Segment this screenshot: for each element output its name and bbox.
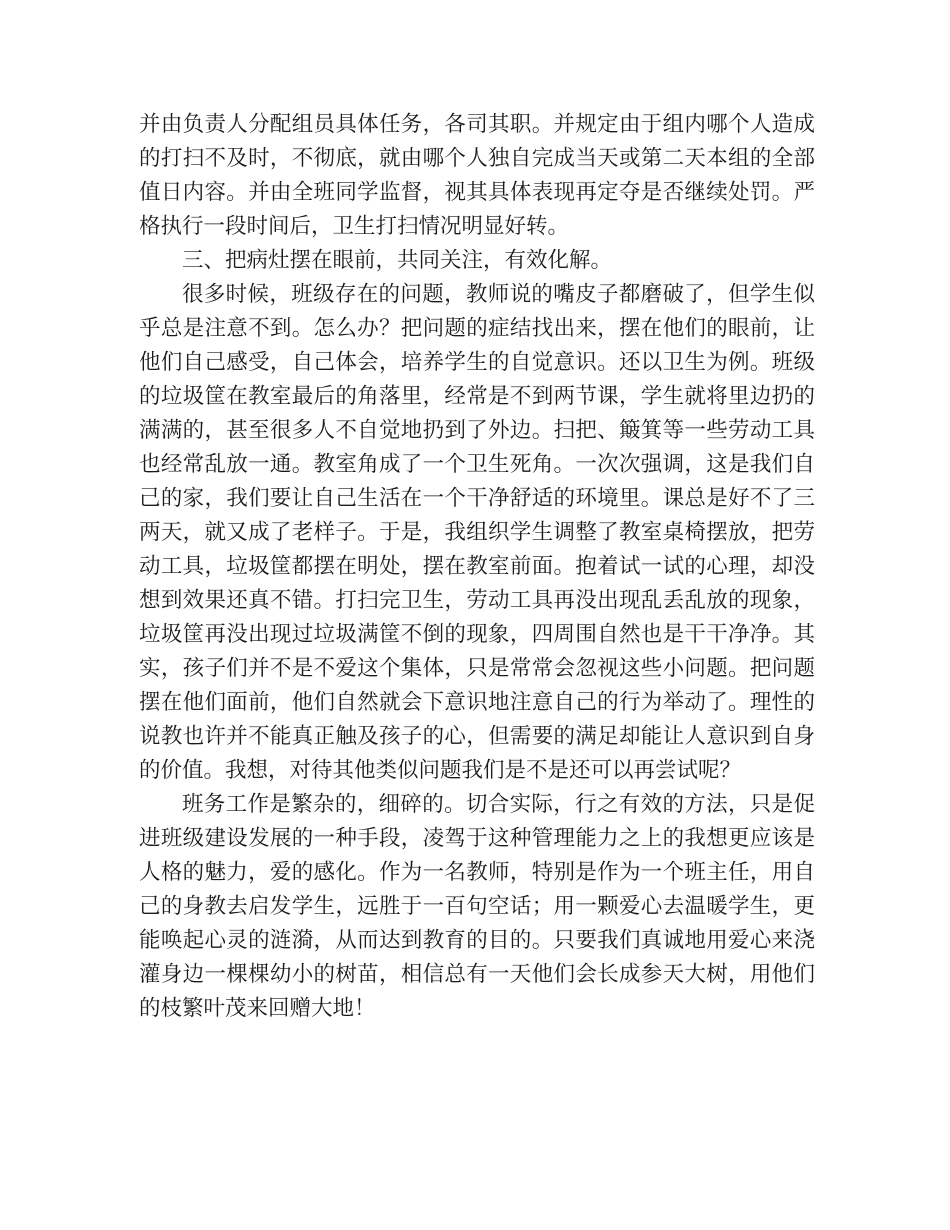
paragraph-1: 并由负责人分配组员具体任务，各司其职。并规定由于组内哪个人造成的打扫不及时，不彻底，就由哪个人独自完成当天或第二天本组的全部值日内容。并由全班同学监督，视其具体表现再定夺是否继续处罚。严格执行一段时间后，卫生打扫情况明显好转。 xyxy=(139,112,815,239)
section-heading-3: 三、把病灶摆在眼前，共同关注，有效化解。 xyxy=(182,248,613,273)
document-body xyxy=(139,108,815,1026)
paragraph-2: 很多时候，班级存在的问题，教师说的嘴皮子都磨破了，但学生似乎总是注意不到。怎么办？把问题的症结找出来，摆在他们的眼前，让他们自己感受，自己体会，培养学生的自觉意识。还以卫生为例。班级的垃圾筐在教室最后的角落里，经常是不到两节课，学生就将里边扔的满满的，甚至很多人不自觉地扔到了外边。扫把、簸箕等一些劳动工具也经常乱放一通。教室角成了一个卫生死角。一次次强调，这是我们自己的家，我们要让自己生活在一个干净舒适的环境里。课总是好不了三两天，就又成了老样子。于是，我组织学生调整了教室桌椅摆放，把劳动工具，垃圾筐都摆在明处，摆在教室前面。抱着试一试的心理，却没想到效果还真不错。打扫完卫生，劳动工具再没出现乱丢乱放的现象，垃圾筐再没出现过垃圾满筐不倒的现象，四周围自然也是干干净净。其实，孩子们并不是不爱这个集体，只是常常会忽视这些小问题。把问题摆在他们面前，他们自然就会下意识地注意自己的行为举动了。理性的说教也许并不能真正触及孩子的心，但需要的满足却能让人意识到自身的价值。我想，对待其他类似问题我们是不是还可以再尝试呢？ xyxy=(139,282,815,783)
paragraph-3: 班务工作是繁杂的，细碎的。切合实际，行之有效的方法，只是促进班级建设发展的一种手段，凌驾于这种管理能力之上的我想更应该是人格的魅力，爱的感化。作为一名教师，特别是作为一个班主任，用自己的身教去启发学生，远胜于一百句空话；用一颗爱心去温暖学生，更能唤起心灵的涟漪，从而达到教育的目的。只要我们真诚地用爱心来浇灌身边一棵棵幼小的树苗，相信总有一天他们会长成参天大树，用他们的枝繁叶茂来回赠大地！ xyxy=(139,792,815,1021)
